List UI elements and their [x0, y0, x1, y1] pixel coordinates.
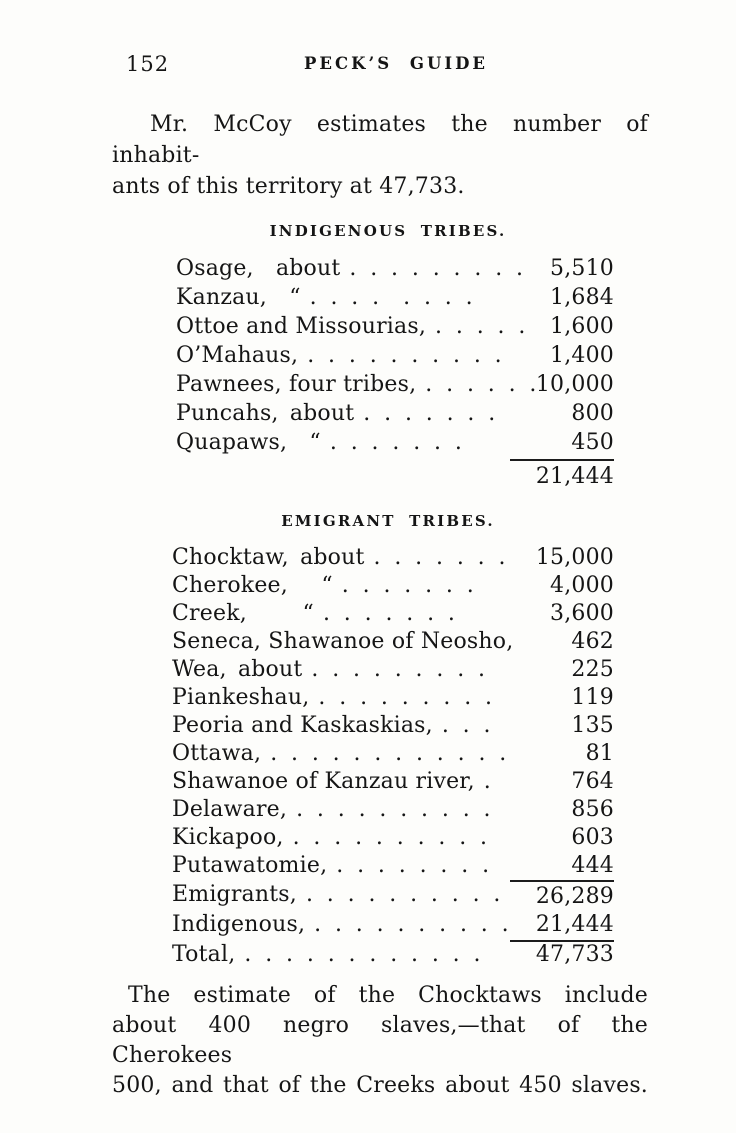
paragraph-line: ants of this territory at 47,733.	[112, 174, 465, 199]
population-value: 15,000	[535, 545, 614, 570]
table-row	[112, 600, 614, 628]
leader-dots: . . . . . . .	[363, 401, 497, 426]
tribe-label: Shawanoe of Kanzau river,	[172, 769, 475, 794]
section-heading-indigenous: INDIGENOUS TRIBES.	[269, 222, 507, 240]
closing-paragraph	[112, 981, 648, 1101]
tribe-label: Puncahs, about	[176, 401, 355, 426]
leader-dots: . . . . . . . .	[336, 853, 491, 878]
population-value: 225	[571, 657, 614, 682]
table-row	[112, 796, 614, 824]
table-row	[112, 656, 614, 684]
leader-dots: . . . . . . . . . .	[296, 797, 492, 822]
population-value: 26,289	[510, 880, 614, 912]
emigrant-tribes-table	[112, 544, 614, 970]
page-number: 152	[126, 52, 170, 76]
leader-dots: . . . . . . . .	[309, 285, 474, 310]
table-row	[112, 768, 614, 796]
leader-dots: . . . . . . .	[322, 601, 456, 626]
table-row	[112, 572, 614, 600]
tribe-label: Total,	[172, 942, 236, 967]
leader-dots: . . .	[441, 713, 492, 738]
leader-dots: . . . . . . .	[341, 573, 475, 598]
tribe-label: Ottawa,	[172, 741, 262, 766]
tribe-label: Quapaws, “	[176, 430, 321, 455]
population-value: 21,444	[510, 910, 614, 942]
leader-dots: . . . . . . . . . .	[292, 825, 489, 850]
tribe-label: O’Mahaus,	[176, 343, 299, 368]
population-value: 856	[571, 797, 614, 822]
leader-dots: . . . . . . . . . . . .	[270, 741, 508, 766]
table-row	[112, 852, 614, 880]
tribe-label: Wea, about	[172, 657, 303, 682]
tribe-label: Delaware,	[172, 797, 288, 822]
leader-dots: . . . . . . .	[329, 430, 463, 455]
tribe-label: Seneca, Shawanoe of Neosho,	[172, 629, 514, 654]
table-row	[112, 312, 614, 341]
leader-dots: . . . . . . .	[373, 545, 507, 570]
tribe-label: Putawatomie,	[172, 853, 328, 878]
population-value: 21,444	[510, 459, 614, 492]
leader-dots: . . . . . . . . .	[318, 685, 494, 710]
table-row	[112, 712, 614, 740]
population-value: 800	[571, 401, 614, 426]
running-title: PECK’S GUIDE	[304, 54, 488, 73]
intro-paragraph	[112, 109, 648, 202]
summary-row	[112, 940, 614, 970]
tribe-label: Kanzau, “	[176, 285, 301, 310]
leader-dots: . . . . . . . . . .	[314, 912, 510, 937]
leader-dots: . . . . .	[435, 314, 527, 339]
paragraph-line: 500, and that of the Creeks about 450 slaves.	[112, 1073, 648, 1098]
leader-dots: . . . . . . . . .	[311, 657, 487, 682]
tribe-label: Creek, “	[172, 601, 314, 626]
tribe-label: Piankeshau,	[172, 685, 310, 710]
table-row	[112, 628, 614, 656]
population-value: 450	[571, 430, 614, 455]
population-value: 1,400	[550, 343, 614, 368]
table-row	[112, 283, 614, 312]
subtotal-row	[112, 459, 614, 492]
leader-dots: . . . . . .	[425, 372, 538, 397]
section-heading-emigrant: EMIGRANT TRIBES.	[281, 512, 495, 530]
tribe-label: Emigrants,	[172, 882, 297, 907]
population-value: 119	[571, 685, 614, 710]
leader-dots: .	[483, 769, 492, 794]
tribe-label: Pawnees, four tribes,	[176, 372, 417, 397]
tribe-label: Osage, about	[176, 256, 341, 281]
table-row	[112, 370, 614, 399]
population-value: 764	[571, 769, 614, 794]
leader-dots: . . . . . . . . . . . .	[244, 942, 482, 967]
population-value: 444	[571, 853, 614, 878]
population-value: 462	[571, 629, 614, 654]
summary-row	[112, 880, 614, 910]
page-header	[112, 50, 648, 78]
table-row	[112, 399, 614, 428]
leader-dots: . . . . . . . . . .	[305, 882, 502, 907]
table-row	[112, 544, 614, 572]
tribe-label: Cherokee, “	[172, 573, 333, 598]
population-value: 81	[585, 741, 614, 766]
table-row	[112, 254, 614, 283]
tribe-label: Chocktaw, about	[172, 545, 365, 570]
summary-row	[112, 910, 614, 940]
table-row	[112, 740, 614, 768]
leader-dots: . . . . . . . . . .	[307, 343, 503, 368]
tribe-label: Peoria and Kaskaskias,	[172, 713, 433, 738]
table-row	[112, 341, 614, 370]
leader-dots: . . . . . . . . .	[349, 256, 525, 281]
population-value: 135	[571, 713, 614, 738]
paragraph-line: about 400 negro slaves,—that of the Cherokees	[112, 1013, 648, 1068]
population-value: 1,600	[550, 314, 614, 339]
table-row	[112, 428, 614, 457]
population-value: 3,600	[550, 601, 614, 626]
population-value: 4,000	[550, 573, 614, 598]
population-value: 47,733	[535, 942, 614, 967]
tribe-label: Ottoe and Missourias,	[176, 314, 427, 339]
paragraph-line: The estimate of the Chocktaws include	[128, 983, 648, 1008]
population-value: 5,510	[550, 256, 614, 281]
tribe-label: Indigenous,	[172, 912, 306, 937]
tribe-label: Kickapoo,	[172, 825, 284, 850]
paragraph-line: Mr. McCoy estimates the number of inhabit-	[112, 112, 648, 168]
population-value: 10,000	[535, 372, 614, 397]
indigenous-tribes-table	[112, 254, 614, 492]
population-value: 603	[571, 825, 614, 850]
population-value: 1,684	[550, 285, 614, 310]
table-row	[112, 684, 614, 712]
table-row	[112, 824, 614, 852]
